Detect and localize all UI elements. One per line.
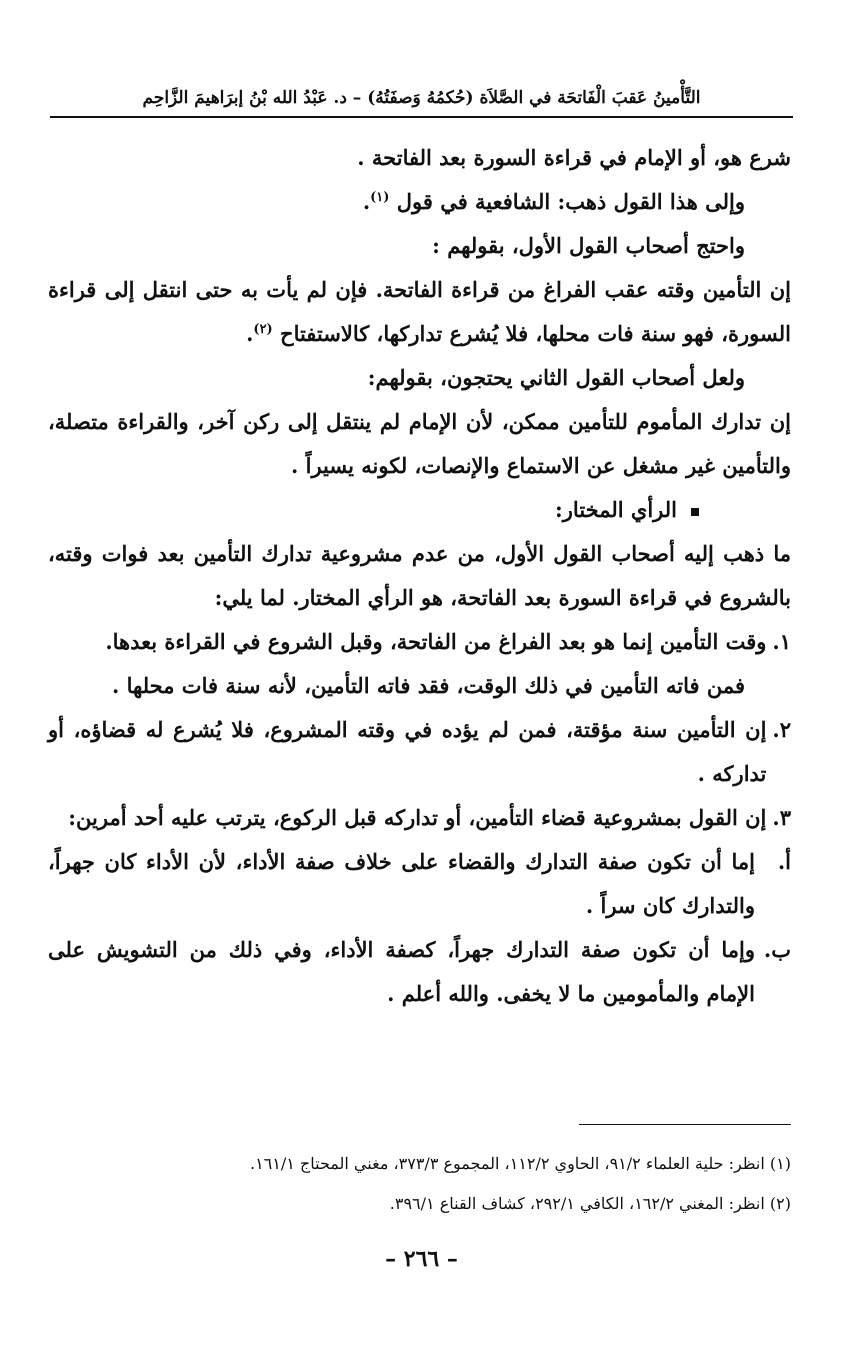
footnote: (٢) انظر: المغني ١٦٢/٢، الكافي ٢٩٢/١، كشاف القناع ٣٩٦/١. — [389, 1194, 791, 1213]
footnotes — [48, 1144, 791, 1224]
paragraph: واحتج أصحاب القول الأول، بقولهم : — [432, 233, 745, 258]
item-text: إن التأمين سنة مؤقتة، فمن لم يؤده في وقته المشروع، فلا يُشرع له قضاؤه، أو تداركه . — [48, 717, 767, 786]
section-heading — [48, 488, 791, 532]
paragraph-text: إن التأمين وقته عقب الفراغ من قراءة الفاتحة. فإن لم يأت به حتى انتقل إلى قراءة السورة، فهو سنة فات محلها، فلا يُشرع تداركها، كالاستفتاح — [48, 277, 791, 346]
footnote: (١) انظر: حلية العلماء ٩١/٢، الحاوي ١١٢/٢، المجموع ٣٧٣/٣، مغني المحتاج ١٦١/١. — [249, 1154, 791, 1173]
numbered-item — [48, 708, 791, 796]
footnote-rule — [579, 1124, 791, 1125]
item-text: إن القول بمشروعية قضاء التأمين، أو تداركه قبل الركوع، يترتب عليه أحد أمرين: — [68, 805, 767, 830]
page-number: – ٢٦٦ – — [385, 1246, 458, 1272]
item-number: ٢. — [772, 717, 791, 742]
paragraph — [48, 180, 791, 224]
numbered-item — [48, 620, 791, 664]
section-heading-text: الرأي المختار: — [555, 497, 677, 522]
paragraph — [48, 268, 791, 356]
paragraph: ولعل أصحاب القول الثاني يحتجون، بقولهم: — [367, 365, 745, 390]
item-text: وقت التأمين إنما هو بعد الفراغ من الفاتحة، وقبل الشروع في القراءة بعدها. — [105, 629, 767, 654]
lettered-item — [48, 840, 791, 928]
item-number: ١. — [772, 629, 791, 654]
item-number: ٣. — [772, 805, 791, 830]
header-rule — [50, 116, 793, 118]
item-letter: أ. — [777, 849, 791, 874]
footnote-ref-1[interactable]: (١) — [370, 190, 390, 205]
lettered-item — [48, 928, 791, 1016]
running-header: التَّأْمينُ عَقبَ الْفَاتحَة في الصَّلاَة (حُكمُهُ وَصفَتُهُ) – د. عَبْدُ الله بْنُ إبرَاهيمَ الزَّاحِم — [142, 88, 701, 108]
item-continuation: فمن فاته التأمين في ذلك الوقت، فقد فاته التأمين، لأنه سنة فات محلها . — [112, 673, 745, 698]
item-text: إما أن تكون صفة التدارك والقضاء على خلاف صفة الأداء، لأن الأداء كان جهراً، والتدارك كان سراً . — [48, 849, 755, 918]
paragraph: شرع هو، أو الإمام في قراءة السورة بعد الفاتحة . — [357, 145, 791, 170]
paragraph-end: . — [246, 321, 254, 346]
paragraph-end: . — [362, 189, 371, 214]
item-text: وإما أن تكون صفة التدارك جهراً، كصفة الأداء، وفي ذلك من التشويش على الإمام والمأمومين ما لا يخفى. والله أعلم . — [48, 937, 755, 1006]
footnote-ref-2[interactable]: (٢) — [253, 322, 273, 337]
paragraph: إن تدارك المأموم للتأمين ممكن، لأن الإمام لم ينتقل إلى ركن آخر، والقراءة متصلة، والتأمين غير مشغل عن الاستماع والإنصات، لكونه يسيراً . — [48, 409, 791, 478]
paragraph-text: وإلى هذا القول ذهب: الشافعية في قول — [396, 189, 745, 214]
square-bullet-icon — [691, 508, 699, 516]
item-letter: ب. — [763, 937, 791, 962]
paragraph: ما ذهب إليه أصحاب القول الأول، من عدم مشروعية تدارك التأمين بعد فوات وقته، بالشروع في قراءة السورة بعد الفاتحة، هو الرأي المختار. لما يلي: — [48, 541, 792, 610]
main-text — [48, 136, 791, 1016]
numbered-item — [48, 796, 791, 840]
